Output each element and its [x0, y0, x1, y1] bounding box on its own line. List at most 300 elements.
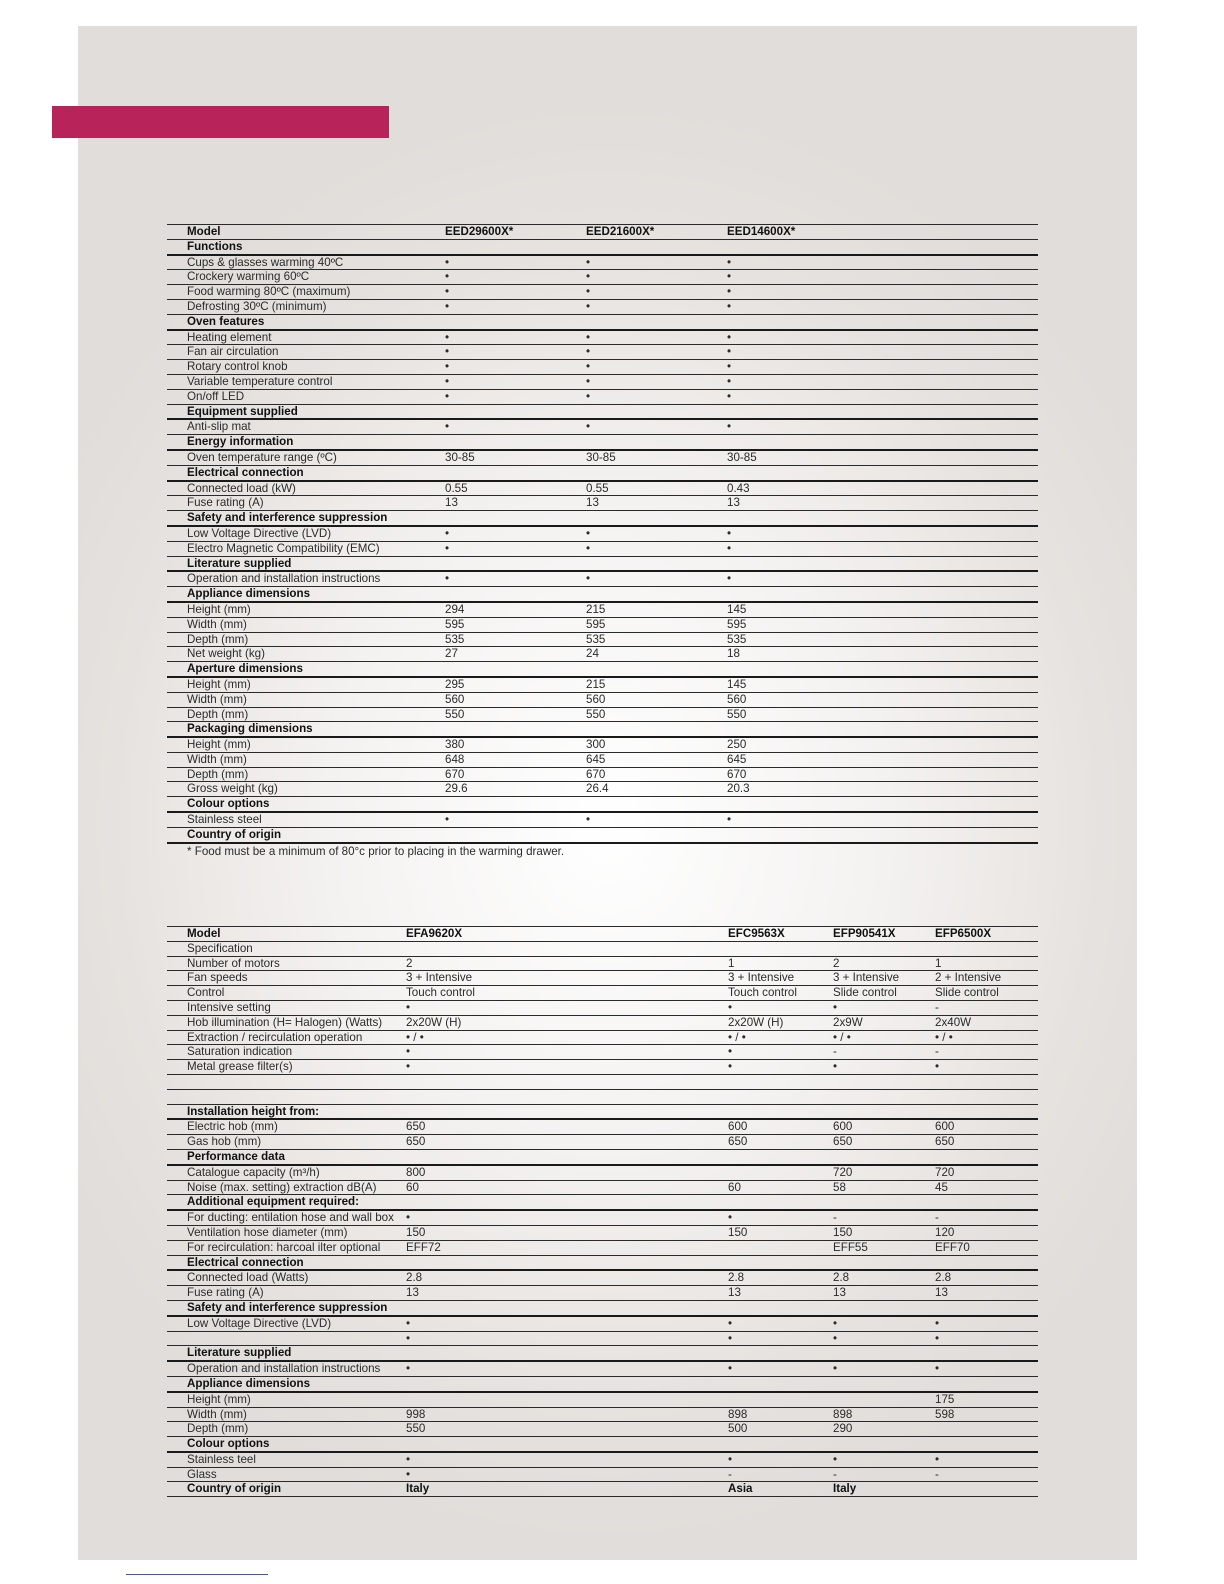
table-row: [167, 971, 1038, 986]
table-row: [167, 647, 1038, 662]
section-row: [167, 1437, 1038, 1452]
value-cell: •: [406, 1361, 728, 1376]
row-label: [167, 1074, 406, 1089]
empty-cell: [586, 797, 727, 812]
row-label: [167, 1331, 406, 1346]
row-label: Width (mm): [167, 692, 445, 707]
section-title: Equipment supplied: [167, 404, 445, 419]
empty-cell: [727, 239, 883, 254]
value-cell: 215: [586, 677, 727, 692]
value-cell: •: [727, 374, 883, 389]
empty-cell: [883, 827, 1039, 842]
empty-cell: [727, 511, 883, 526]
empty-cell: [883, 722, 1039, 737]
row-label: Anti-slip mat: [167, 419, 445, 434]
empty-cell: [727, 722, 883, 737]
value-cell: [935, 941, 1038, 956]
row-label: Cups & glasses warming 40ºC: [167, 255, 445, 270]
empty-cell: [833, 1437, 935, 1452]
empty-cell: [728, 1195, 833, 1210]
row-label: Variable temperature control: [167, 374, 445, 389]
empty-cell: [833, 1346, 935, 1361]
section-title: Installation height from:: [167, 1104, 406, 1119]
empty-cell: [883, 299, 1039, 314]
value-cell: 13: [445, 496, 586, 511]
header-label: Model: [167, 225, 445, 240]
value-cell: •: [727, 526, 883, 541]
value-cell: 2 + Intensive: [935, 971, 1038, 986]
value-cell: •: [586, 419, 727, 434]
value-cell: 13: [728, 1286, 833, 1301]
empty-cell: [883, 511, 1039, 526]
table-row: [167, 1045, 1038, 1060]
empty-cell: [728, 1346, 833, 1361]
value-cell: •: [445, 419, 586, 434]
value-cell: 560: [445, 692, 586, 707]
value-cell: •: [406, 1060, 728, 1075]
empty-cell: [883, 662, 1039, 677]
section-title: Performance data: [167, 1149, 406, 1164]
value-cell: 145: [727, 677, 883, 692]
value-cell: •: [445, 270, 586, 285]
row-label: Gross weight (kg): [167, 782, 445, 797]
value-cell: 648: [445, 752, 586, 767]
section-row: [167, 465, 1038, 480]
value-cell: 535: [445, 632, 586, 647]
table-row: [167, 299, 1038, 314]
value-cell: 650: [935, 1135, 1038, 1150]
value-cell: •: [728, 1452, 833, 1467]
table-row: [167, 692, 1038, 707]
value-cell: Slide control: [833, 986, 935, 1001]
empty-cell: [883, 330, 1039, 345]
value-cell: 26.4: [586, 782, 727, 797]
table-row: [167, 450, 1038, 465]
value-cell: Asia: [728, 1482, 833, 1497]
table-row: [167, 767, 1038, 782]
section-row: [167, 1195, 1038, 1210]
empty-cell: [883, 404, 1039, 419]
value-cell: 380: [445, 737, 586, 752]
value-cell: 29.6: [445, 782, 586, 797]
value-cell: [728, 1074, 833, 1089]
value-cell: •: [586, 571, 727, 586]
row-label: Fan speeds: [167, 971, 406, 986]
empty-cell: [728, 1149, 833, 1164]
value-cell: •: [406, 1467, 728, 1482]
row-label: Control: [167, 986, 406, 1001]
row-label: Width (mm): [167, 617, 445, 632]
value-cell: • / •: [728, 1030, 833, 1045]
empty-cell: [445, 662, 586, 677]
section-title: Packaging dimensions: [167, 722, 445, 737]
empty-cell: [883, 239, 1039, 254]
empty-cell: [883, 812, 1039, 827]
empty-cell: [883, 314, 1039, 329]
value-cell: •: [445, 571, 586, 586]
value-cell: •: [935, 1060, 1038, 1075]
row-label: Fuse rating (A): [167, 496, 445, 511]
empty-cell: [935, 1346, 1038, 1361]
value-cell: • / •: [833, 1030, 935, 1045]
row-label: Number of motors: [167, 956, 406, 971]
header-label: Model: [167, 927, 406, 942]
empty-cell: [883, 692, 1039, 707]
value-cell: •: [727, 345, 883, 360]
row-label: Stainless teel: [167, 1452, 406, 1467]
value-cell: 60: [728, 1180, 833, 1195]
value-cell: •: [406, 1331, 728, 1346]
value-cell: •: [935, 1316, 1038, 1331]
value-cell: •: [445, 389, 586, 404]
value-cell: [728, 1165, 833, 1180]
empty-cell: [883, 647, 1039, 662]
empty-cell: [728, 1255, 833, 1270]
section-title: Literature supplied: [167, 1346, 406, 1361]
empty-cell: [883, 602, 1039, 617]
value-cell: [935, 1074, 1038, 1089]
table-row: [167, 1331, 1038, 1346]
table-row: [167, 812, 1038, 827]
value-cell: 2x9W: [833, 1015, 935, 1030]
value-cell: 250: [727, 737, 883, 752]
value-cell: •: [586, 541, 727, 556]
value-cell: 2x40W: [935, 1015, 1038, 1030]
row-label: Country of origin: [167, 1482, 406, 1497]
empty-cell: [445, 314, 586, 329]
empty-cell: [586, 314, 727, 329]
value-cell: 120: [935, 1225, 1038, 1240]
row-label: Noise (max. setting) extraction dB(A): [167, 1180, 406, 1195]
empty-cell: [445, 556, 586, 571]
empty-cell: [586, 587, 727, 602]
value-cell: 645: [586, 752, 727, 767]
empty-cell: [883, 556, 1039, 571]
empty-cell: [883, 782, 1039, 797]
value-cell: [406, 1074, 728, 1089]
value-cell: •: [727, 299, 883, 314]
value-cell: 3 + Intensive: [728, 971, 833, 986]
value-cell: 18: [727, 647, 883, 662]
empty-cell: [406, 1300, 728, 1315]
row-label: Rotary control knob: [167, 360, 445, 375]
value-cell: 898: [728, 1407, 833, 1422]
row-label: Ventilation hose diameter (mm): [167, 1225, 406, 1240]
empty-cell: [883, 707, 1039, 722]
table-row: [167, 617, 1038, 632]
row-label: Height (mm): [167, 677, 445, 692]
value-cell: 500: [728, 1422, 833, 1437]
value-cell: 550: [406, 1422, 728, 1437]
value-cell: 13: [833, 1286, 935, 1301]
empty-cell: [883, 632, 1039, 647]
table-row: [167, 677, 1038, 692]
empty-cell: [728, 1437, 833, 1452]
row-label: Depth (mm): [167, 767, 445, 782]
section-title: Additional equipment required:: [167, 1195, 406, 1210]
value-cell: EFF72: [406, 1240, 728, 1255]
empty-cell: [883, 374, 1039, 389]
value-cell: 58: [833, 1180, 935, 1195]
value-cell: 3 + Intensive: [406, 971, 728, 986]
table-row: [167, 1210, 1038, 1225]
value-cell: Italy: [406, 1482, 728, 1497]
empty-cell: [883, 450, 1039, 465]
empty-cell: [406, 1346, 728, 1361]
table-row: [167, 330, 1038, 345]
model-header: EED14600X*: [727, 225, 883, 240]
value-cell: 600: [728, 1119, 833, 1134]
table-row: [167, 1060, 1038, 1075]
model-header: EED21600X*: [586, 225, 727, 240]
value-cell: •: [586, 330, 727, 345]
value-cell: [728, 1392, 833, 1407]
empty-cell: [586, 435, 727, 450]
value-cell: • / •: [935, 1030, 1038, 1045]
section-title: Oven features: [167, 314, 445, 329]
value-cell: Touch control: [728, 986, 833, 1001]
section-title: Literature supplied: [167, 556, 445, 571]
value-cell: [833, 941, 935, 956]
value-cell: 650: [728, 1135, 833, 1150]
value-cell: 20.3: [727, 782, 883, 797]
value-cell: 27: [445, 647, 586, 662]
table-row: [167, 752, 1038, 767]
value-cell: •: [586, 270, 727, 285]
empty-cell: [406, 1437, 728, 1452]
empty-cell: [883, 345, 1039, 360]
row-label: Connected load (kW): [167, 481, 445, 496]
empty-cell: [833, 1376, 935, 1391]
section-row: [167, 404, 1038, 419]
value-cell: 595: [586, 617, 727, 632]
value-cell: 2.8: [833, 1270, 935, 1285]
value-cell: •: [935, 1331, 1038, 1346]
value-cell: 595: [445, 617, 586, 632]
value-cell: 13: [406, 1286, 728, 1301]
empty-cell: [935, 1376, 1038, 1391]
section-row: [167, 556, 1038, 571]
value-cell: 0.43: [727, 481, 883, 496]
value-cell: 1: [935, 956, 1038, 971]
value-cell: 650: [833, 1135, 935, 1150]
value-cell: 2.8: [728, 1270, 833, 1285]
value-cell: •: [833, 1452, 935, 1467]
empty-cell: [445, 239, 586, 254]
value-cell: •: [445, 299, 586, 314]
row-label: Hob illumination (H= Halogen) (Watts): [167, 1015, 406, 1030]
empty-cell: [445, 465, 586, 480]
row-label: Food warming 80ºC (maximum): [167, 285, 445, 300]
empty-cell: [883, 255, 1039, 270]
value-cell: •: [728, 1210, 833, 1225]
value-cell: 595: [727, 617, 883, 632]
row-label: Oven temperature range (ºC): [167, 450, 445, 465]
empty-cell: [586, 465, 727, 480]
value-cell: 145: [727, 602, 883, 617]
table-row: [167, 632, 1038, 647]
value-cell: 550: [445, 707, 586, 722]
value-cell: -: [935, 1467, 1038, 1482]
value-cell: [728, 941, 833, 956]
model-header: EFP6500X: [935, 927, 1038, 942]
table-row: [167, 419, 1038, 434]
value-cell: 13: [727, 496, 883, 511]
row-label: Specification: [167, 941, 406, 956]
empty-cell: [586, 722, 727, 737]
value-cell: 898: [833, 1407, 935, 1422]
value-cell: 175: [935, 1392, 1038, 1407]
value-cell: •: [445, 330, 586, 345]
empty-cell: [935, 1104, 1038, 1119]
table-row: [167, 1392, 1038, 1407]
value-cell: •: [935, 1361, 1038, 1376]
value-cell: -: [833, 1210, 935, 1225]
value-cell: 645: [727, 752, 883, 767]
empty-cell: [727, 827, 883, 842]
value-cell: 600: [935, 1119, 1038, 1134]
value-cell: 2: [406, 956, 728, 971]
value-cell: -: [833, 1467, 935, 1482]
value-cell: 650: [406, 1119, 728, 1134]
row-label: Low Voltage Directive (LVD): [167, 526, 445, 541]
empty-cell: [445, 404, 586, 419]
table-row: [167, 571, 1038, 586]
empty-cell: [586, 511, 727, 526]
empty-cell: [883, 419, 1039, 434]
empty-cell: [935, 1437, 1038, 1452]
value-cell: •: [727, 812, 883, 827]
value-cell: •: [445, 541, 586, 556]
row-label: Electric hob (mm): [167, 1119, 406, 1134]
section-title: Electrical connection: [167, 1255, 406, 1270]
empty-cell: [883, 496, 1039, 511]
value-cell: -: [833, 1045, 935, 1060]
table-row: [167, 360, 1038, 375]
value-cell: •: [727, 270, 883, 285]
value-cell: •: [727, 330, 883, 345]
value-cell: •: [445, 526, 586, 541]
value-cell: 720: [935, 1165, 1038, 1180]
value-cell: -: [728, 1467, 833, 1482]
table-row: [167, 374, 1038, 389]
empty-cell: [935, 1300, 1038, 1315]
empty-cell: [586, 827, 727, 842]
table-row: [167, 1286, 1038, 1301]
value-cell: 215: [586, 602, 727, 617]
empty-cell: [935, 1255, 1038, 1270]
empty-cell: [883, 526, 1039, 541]
value-cell: 720: [833, 1165, 935, 1180]
warming-drawer-spec-table: [167, 224, 1038, 844]
row-label: Intensive setting: [167, 1000, 406, 1015]
value-cell: •: [445, 285, 586, 300]
empty-cell: [727, 797, 883, 812]
empty-cell: [727, 556, 883, 571]
empty-cell: [883, 389, 1039, 404]
section-row: [167, 587, 1038, 602]
empty-cell: [728, 1104, 833, 1119]
value-cell: [833, 1074, 935, 1089]
value-cell: •: [406, 1452, 728, 1467]
empty-cell: [833, 1149, 935, 1164]
value-cell: •: [586, 812, 727, 827]
model-header: EFC9563X: [728, 927, 833, 942]
value-cell: 13: [935, 1286, 1038, 1301]
section-row: [167, 1255, 1038, 1270]
section-title: Energy information: [167, 435, 445, 450]
value-cell: •: [728, 1316, 833, 1331]
empty-cell: [586, 239, 727, 254]
table-row: [167, 285, 1038, 300]
value-cell: •: [727, 285, 883, 300]
row-label: Width (mm): [167, 1407, 406, 1422]
table-row: [167, 1467, 1038, 1482]
value-cell: [833, 1392, 935, 1407]
value-cell: •: [586, 299, 727, 314]
empty-cell: [883, 465, 1039, 480]
section-title: Colour options: [167, 1437, 406, 1452]
value-cell: 600: [833, 1119, 935, 1134]
value-cell: 560: [586, 692, 727, 707]
section-accent-bar: [52, 106, 389, 138]
value-cell: [728, 1240, 833, 1255]
section-row: [167, 1376, 1038, 1391]
table-row: [167, 1089, 1038, 1104]
row-label: Crockery warming 60ºC: [167, 270, 445, 285]
empty-cell: [727, 314, 883, 329]
value-cell: •: [406, 1210, 728, 1225]
empty-cell: [727, 587, 883, 602]
value-cell: [833, 1089, 935, 1104]
row-label: Operation and installation instructions: [167, 1361, 406, 1376]
value-cell: 670: [727, 767, 883, 782]
table-row: [167, 1119, 1038, 1134]
value-cell: •: [727, 541, 883, 556]
table-row: [167, 707, 1038, 722]
value-cell: •: [727, 255, 883, 270]
table-row: [167, 255, 1038, 270]
model-header: EFA9620X: [406, 927, 728, 942]
value-cell: 2x20W (H): [406, 1015, 728, 1030]
value-cell: •: [445, 812, 586, 827]
section-title: Aperture dimensions: [167, 662, 445, 677]
value-cell: 550: [727, 707, 883, 722]
value-cell: 150: [833, 1225, 935, 1240]
empty-cell: [883, 797, 1039, 812]
value-cell: •: [727, 419, 883, 434]
value-cell: [728, 1089, 833, 1104]
table-header-row: [167, 927, 1038, 942]
model-header: EED29600X*: [445, 225, 586, 240]
value-cell: 560: [727, 692, 883, 707]
empty-cell: [445, 587, 586, 602]
table-row: [167, 737, 1038, 752]
empty-cell: [883, 752, 1039, 767]
section-row: [167, 1149, 1038, 1164]
value-cell: -: [935, 1045, 1038, 1060]
table-row: [167, 496, 1038, 511]
empty-cell: [445, 435, 586, 450]
row-label: Operation and installation instructions: [167, 571, 445, 586]
section-row: [167, 314, 1038, 329]
empty-cell: [586, 556, 727, 571]
value-cell: [406, 1089, 728, 1104]
value-cell: Slide control: [935, 986, 1038, 1001]
row-label: Connected load (Watts): [167, 1270, 406, 1285]
table-row: [167, 270, 1038, 285]
section-row: [167, 239, 1038, 254]
